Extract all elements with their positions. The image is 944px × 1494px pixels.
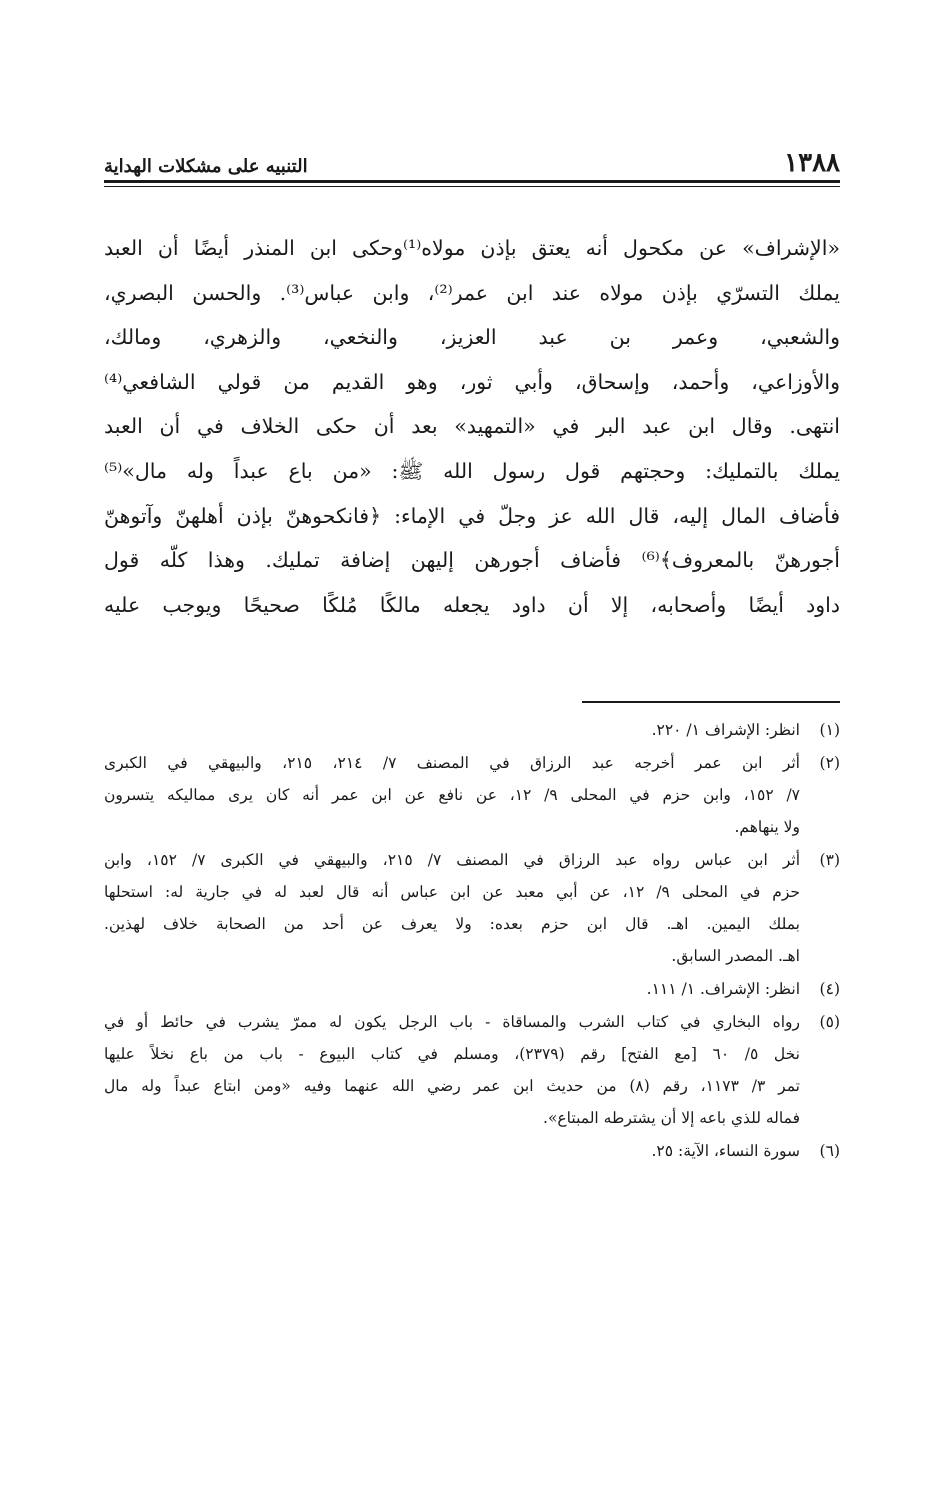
body-line: «الإشراف» عن مكحول أنه يعتق بإذن مولاه⁽¹⁾وحكى ابن المنذر أيضًا أن العبد (104, 236, 840, 260)
footnote-number: (٤) (819, 980, 840, 998)
body-line: فأضاف المال إليه، قال الله عز وجلّ في الإماء: ﴿فانكحوهنّ بإذن أهلهنّ وآتوهنّ (104, 503, 840, 528)
running-title: التنبيه على مشكلات الهداية (104, 156, 308, 177)
footnote-line: سورة النساء، الآية: ٢٥. (651, 1142, 800, 1160)
footnote-line: أثر ابن عباس رواه عبد الرزاق في المصنف ٧/ ٢١٥، والبيهقي في الكبرى ٧/ ١٥٢، وابن (104, 851, 800, 869)
header-rule-thin (104, 186, 840, 187)
footnote-number: (٦) (819, 1142, 840, 1160)
footnote-line: تمر ٣/ ١١٧٣، رقم (٨) من حديث ابن عمر رضي الله عنهما وفيه «ومن ابتاع عبداً وله مال (104, 1077, 800, 1095)
body-line: أجورهنّ بالمعروف﴾⁽⁶⁾ فأضاف أجورهن إليهن إضافة تمليك. وهذا كلّه قول (104, 548, 840, 573)
footnote-6 (104, 1135, 840, 1167)
footnote-number: (٢) (819, 754, 840, 772)
footnote-line: حزم في المحلى ٩/ ١٢، عن أبي معبد عن ابن عباس أنه قال لعبد له في جارية له: استحلها (104, 883, 800, 901)
footnote-line: اهـ. المصدر السابق. (671, 947, 800, 965)
footnote-line: نخل ٥/ ٦٠ [مع الفتح] رقم (٢٣٧٩)، ومسلم في كتاب البيوع - باب من باع نخلاً عليها (104, 1045, 800, 1063)
footnote-5 (104, 1006, 840, 1134)
footnote-1 (104, 714, 840, 746)
page-header (104, 136, 840, 176)
footnotes (104, 714, 840, 1168)
footnote-4 (104, 973, 840, 1005)
footnote-line: أثر ابن عمر أخرجه عبد الرزاق في المصنف ٧/ ٢١٤، ٢١٥، والبيهقي في الكبرى (104, 754, 800, 772)
body-line: داود أيضًا وأصحابه، إلا أن داود يجعله مالكًا مُلكًا صحيحًا ويوجب عليه (104, 592, 840, 617)
header-rule-thick (104, 180, 840, 183)
body-line: انتهى. وقال ابن عبد البر في «التمهيد» بعد أن حكى الخلاف في أن العبد (104, 414, 840, 439)
footnote-separator (582, 701, 840, 703)
page-number: ١٣٨٨ (784, 148, 840, 178)
footnote-number: (١) (819, 721, 840, 739)
body-line: يملك التسرّي بإذن مولاه عند ابن عمر⁽²⁾، وابن عباس⁽³⁾. والحسن البصري، (104, 280, 840, 305)
footnote-line: ولا ينهاهم. (734, 818, 800, 836)
footnote-line: انظر: الإشراف. ١/ ١١١. (646, 980, 800, 998)
footnote-line: بملك اليمين. اهـ. قال ابن حزم بعده: ولا يعرف عن أحد من الصحابة خلاف لهذين. (104, 915, 800, 933)
footnote-3 (104, 844, 840, 972)
footnote-line: انظر: الإشراف ١/ ٢٢٠. (651, 721, 800, 739)
footnote-2 (104, 747, 840, 843)
main-text (104, 226, 840, 627)
footnote-line: فماله للذي باعه إلا أن يشترطه المبتاع». (543, 1109, 800, 1127)
footnote-number: (٥) (819, 1013, 840, 1031)
body-line: والشعبي، وعمر بن عبد العزيز، والنخعي، والزهري، ومالك، (104, 325, 840, 350)
footnote-number: (٣) (819, 851, 840, 869)
footnote-line: رواه البخاري في كتاب الشرب والمساقاة - باب الرجل يكون له ممرّ يشرب في حائط أو في (104, 1013, 800, 1031)
body-line: يملك بالتمليك: وحجتهم قول رسول الله ﷺ: «من باع عبداً وله مال»⁽⁵⁾ (104, 458, 840, 483)
body-line: والأوزاعي، وأحمد، وإسحاق، وأبي ثور، وهو القديم من قولي الشافعي⁽⁴⁾ (104, 369, 840, 394)
footnote-line: ٧/ ١٥٢، وابن حزم في المحلى ٩/ ١٢، عن نافع عن ابن عمر أنه كان يرى مماليكه يتسرون (104, 786, 800, 804)
